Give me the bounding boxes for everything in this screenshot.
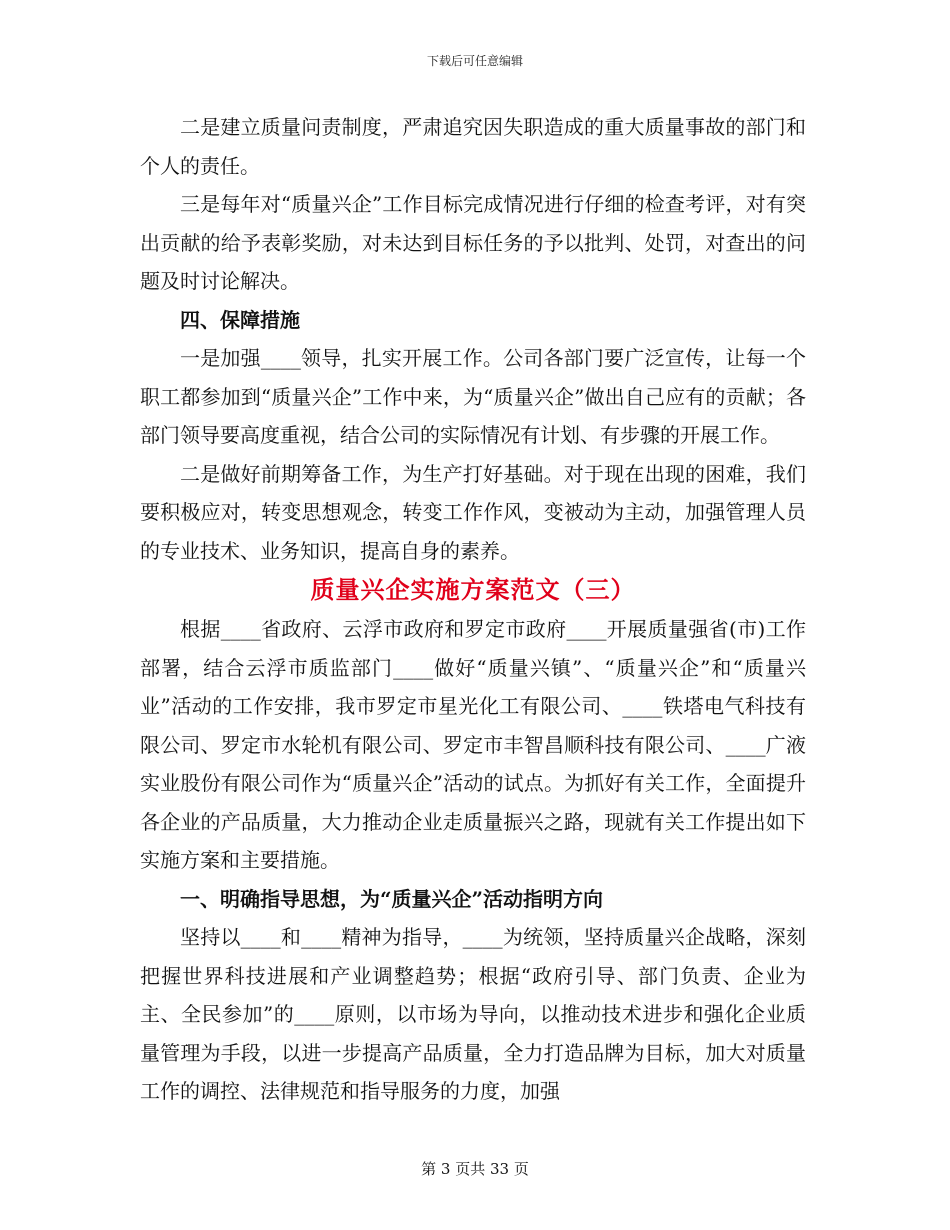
paragraph-leadership: 一是加强____领导，扎实开展工作。公司各部门要广泛宣传，让每一个职工都参加到“质量兴企”工作中来，为“质量兴企”做出自己应有的贡献；各部门领导要高度重视，结合公司的实际情况有计划、有步骤的开展工作。 bbox=[140, 346, 806, 447]
paragraph-guiding-ideology: 坚持以____和____精神为指导，____为统领，坚持质量兴企战略，深刻把握世界科技进展和产业调整趋势；根据“政府引导、部门负责、企业为主、全民参加”的____原则，以市场为导向，以推动技术进步和强化企业质量管理为手段，以进一步提高产品质量，全力打造品牌为目标，加大对质量工作的调控、法律规范和指导服务的力度，加强 bbox=[140, 925, 806, 1103]
paragraph-background: 根据____省政府、云浮市政府和罗定市政府____开展质量强省(市)工作部署，结合云浮市质监部门____做好“质量兴镇”、“质量兴企”和“质量兴业”活动的工作安排，我市罗定市星光化工有限公司、____铁塔电气科技有限公司、罗定市水轮机有限公司、罗定市丰智昌顺科技有限公司、____广液实业股份有限公司作为“质量兴企”活动的试点。为抓好有关工作，全面提升各企业的产品质量，大力推动企业走质量振兴之路，现就有关工作提出如下实施方案和主要措施。 bbox=[140, 617, 806, 872]
paragraph-accountability: 二是建立质量问责制度，严肃追究因失职造成的重大质量事故的部门和个人的责任。 bbox=[140, 115, 806, 178]
page-header: 下载后可任意编辑 bbox=[426, 54, 523, 68]
section-heading-guiding-ideology: 一、明确指导思想，为“质量兴企”活动指明方向 bbox=[180, 886, 604, 911]
paragraph-preparation: 二是做好前期筹备工作，为生产打好基础。对于现在出现的困难，我们要积极应对，转变思想观念，转变工作作风，变被动为主动，加强管理人员的专业技术、业务知识，提高自身的素养。 bbox=[140, 461, 806, 563]
section-heading-safeguards: 四、保障措施 bbox=[180, 307, 300, 332]
document-body bbox=[140, 108, 806, 1111]
page-footer: 第 3 页共 33 页 bbox=[421, 1160, 529, 1178]
document-title: 质量兴企实施方案范文（三） bbox=[310, 575, 636, 604]
paragraph-annual-review: 三是每年对“质量兴企”工作目标完成情况进行仔细的检查考评，对有突出贡献的给予表彰奖励，对未达到目标任务的予以批判、处罚，对查出的问题及时讨论解决。 bbox=[140, 192, 806, 293]
